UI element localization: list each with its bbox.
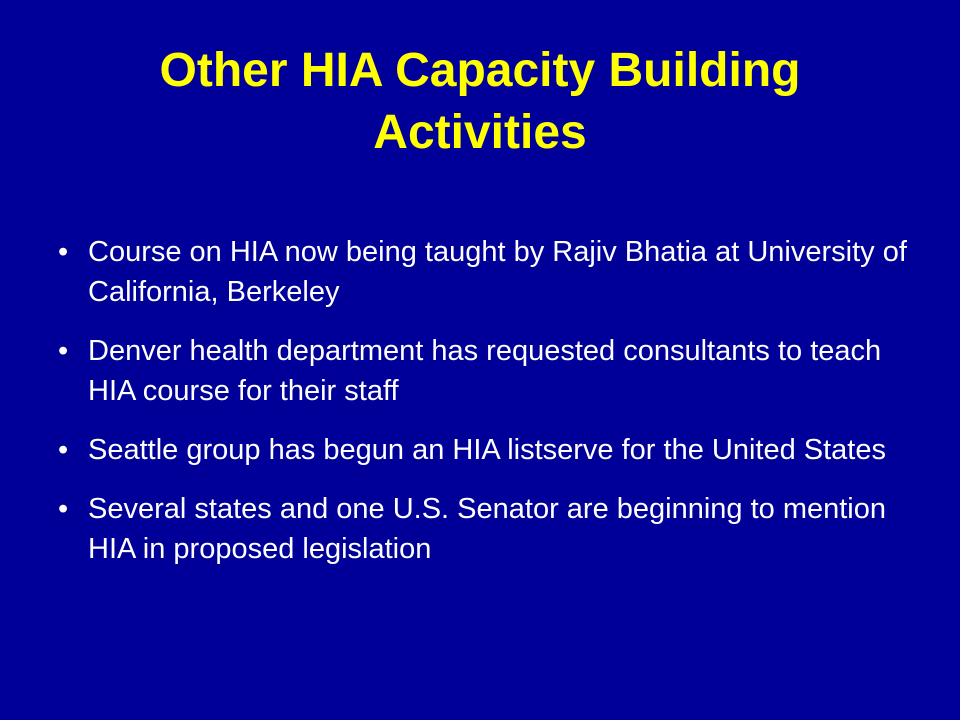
bullet-item <box>58 430 918 470</box>
bullet-text: Several states and one U.S. Senator are beginning to mention HIA in proposed legislation <box>88 493 887 565</box>
bullet-item <box>58 489 918 569</box>
bullet-icon: • <box>58 236 69 268</box>
slide-title: Other HIA Capacity Building Activities <box>159 44 801 159</box>
bullet-text: Seattle group has begun an HIA listserve for the United States <box>88 434 886 466</box>
bullet-text: Course on HIA now being taught by Rajiv Bhatia at University of California, Berkeley <box>88 236 907 308</box>
bullet-item <box>58 331 918 411</box>
bullet-icon: • <box>58 335 69 367</box>
bullet-list <box>58 232 918 588</box>
bullet-item <box>58 232 918 312</box>
bullet-text: Denver health department has requested consultants to teach HIA course for their staff <box>88 335 882 407</box>
bullet-icon: • <box>58 434 69 466</box>
bullet-icon: • <box>58 493 69 525</box>
